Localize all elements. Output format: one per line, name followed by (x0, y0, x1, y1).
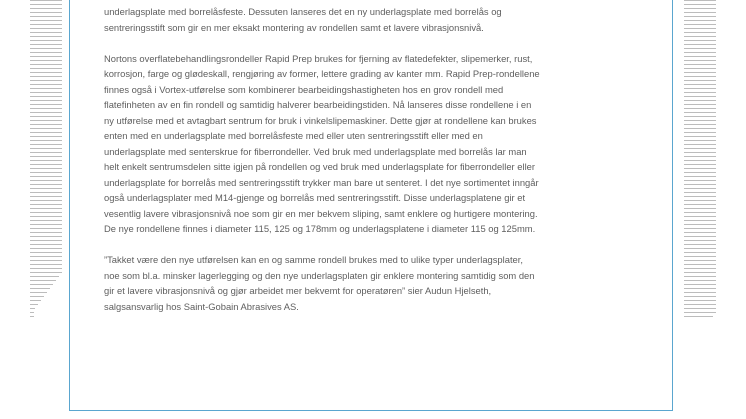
margin-rule-line (684, 196, 716, 197)
margin-rule-line (30, 236, 62, 237)
margin-rule-line (30, 232, 62, 233)
margin-rule-line (684, 84, 716, 85)
margin-rule-line (684, 168, 716, 169)
margin-rule-line (684, 280, 716, 281)
margin-rule-line (684, 304, 716, 305)
text-line: vesentlig lavere vibrasjonsnivå noe som gir en mer bekvem sliping, samt enklere og hurtigere montering. (104, 207, 538, 219)
margin-rule-line (684, 104, 716, 105)
margin-rule-line (684, 208, 716, 209)
margin-rule-line (684, 76, 716, 77)
margin-rule-line (30, 36, 62, 37)
margin-rule-line (30, 48, 62, 49)
margin-rule-line (30, 252, 62, 253)
margin-rule-line (684, 200, 716, 201)
margin-rule-line (684, 132, 716, 133)
margin-rule-line (30, 260, 62, 261)
margin-rule-line (30, 312, 34, 313)
paragraph-3 (104, 252, 649, 314)
margin-rule-line (30, 8, 62, 9)
text-line: finnes også i Vortex-utførelse som kombinerer bearbeidingshastigheten hos en grov rondell med (104, 83, 504, 95)
text-line: sentreringsstift som gir en mer eksakt montering av rondellen samt et lavere vibrasjonsnivå. (104, 21, 484, 33)
margin-rule-line (30, 152, 62, 153)
margin-rule-line (30, 120, 62, 121)
margin-rule-line (684, 264, 716, 265)
margin-rule-line (684, 296, 716, 297)
margin-rule-line (684, 88, 716, 89)
margin-rule-line (684, 4, 716, 5)
text-line: enten med en underlagsplate med borrelåsfeste med eller uten sentreringsstift eller med en (104, 130, 483, 141)
margin-rule-line (684, 176, 716, 177)
margin-rule-line (684, 100, 716, 101)
margin-rule-line (30, 184, 62, 185)
margin-rule-line (684, 52, 716, 53)
margin-rule-line (684, 44, 716, 45)
margin-rule-line (684, 12, 716, 13)
margin-rule-line (30, 72, 62, 73)
text-line: flatefinheten av en fin rondell og samtidig halverer bearbeidingstiden. Nå lanseres disse rondellene i en (104, 99, 532, 110)
text-line: underlagsplate med senterskrue for fiberrondeller. Ved bruk med underlagsplate med borrelås lar man (104, 145, 527, 157)
left-margin-rule (30, 0, 62, 320)
margin-rule-line (30, 192, 62, 193)
margin-rule-line (30, 256, 62, 257)
margin-rule-line (684, 188, 716, 189)
margin-rule-line (684, 108, 716, 109)
margin-rule-line (684, 272, 716, 273)
margin-rule-line (30, 204, 62, 205)
paragraph-1 (104, 4, 649, 35)
text-line: noe som bl.a. minsker lagerlegging og den nye underlagsplaten gir enklere montering samtidig som den (104, 269, 535, 281)
margin-rule-line (684, 120, 716, 121)
margin-rule-line (684, 212, 716, 213)
margin-rule-line (30, 56, 62, 57)
margin-rule-line (684, 164, 716, 165)
margin-rule-line (30, 84, 62, 85)
text-line: ny utførelse med et avtagbart sentrum for bruk i vinkelslipemaskiner. Dette gjør at rondellene kan brukes (104, 114, 537, 126)
margin-rule-line (30, 176, 62, 177)
margin-rule-line (684, 8, 716, 9)
margin-rule-line (30, 24, 62, 25)
margin-rule-line (30, 20, 62, 21)
margin-rule-line (30, 264, 62, 265)
margin-rule-line (30, 272, 62, 273)
margin-rule-line (684, 228, 716, 229)
margin-rule-line (684, 252, 716, 253)
margin-rule-line (30, 140, 62, 141)
margin-rule-line (30, 292, 47, 293)
margin-rule-line (30, 12, 62, 13)
margin-rule-line (684, 24, 716, 25)
margin-rule-line (30, 304, 38, 305)
margin-rule-line (684, 116, 716, 117)
margin-rule-line (30, 248, 62, 249)
margin-rule-line (30, 212, 62, 213)
margin-rule-line (684, 48, 716, 49)
margin-rule-line (684, 80, 716, 81)
margin-rule-line (30, 284, 53, 285)
margin-rule-line (30, 28, 62, 29)
margin-rule-line (684, 244, 716, 245)
margin-rule-line (684, 68, 716, 69)
text-line: korrosjon, farge og glødeskall, rengjøring av former, lettere grading av kanter mm. Rapid Prep-rondellene (104, 68, 540, 79)
margin-rule-line (30, 104, 62, 105)
article-body (104, 4, 649, 330)
margin-rule-line (30, 244, 62, 245)
margin-rule-line (684, 28, 716, 29)
margin-rule-line (30, 4, 62, 5)
margin-rule-line (684, 184, 716, 185)
margin-rule-line (684, 192, 716, 193)
margin-rule-line (684, 248, 716, 249)
margin-rule-line (684, 20, 716, 21)
text-line: gir et lavere vibrasjonsnivå og gjør arbeidet mer bekvemt for operatøren” sier Audun Hjelseth, (104, 285, 492, 296)
margin-rule-line (30, 40, 62, 41)
paragraph-2 (104, 51, 649, 237)
margin-rule-line (684, 156, 716, 157)
right-margin-rule (684, 0, 716, 320)
margin-rule-line (684, 260, 716, 261)
margin-rule-line (30, 80, 62, 81)
margin-rule-line (30, 128, 62, 129)
margin-rule-line (684, 72, 716, 73)
margin-rule-line (30, 280, 56, 281)
margin-rule-line (30, 96, 62, 97)
text-line: underlagsplate med borrelåsfeste. Dessuten lanseres det en ny underlagsplate med borrelås og (104, 6, 502, 17)
margin-rule-line (684, 308, 716, 309)
margin-rule-line (684, 204, 716, 205)
margin-rule-line (30, 296, 44, 297)
margin-rule-line (30, 100, 62, 101)
margin-rule-line (684, 232, 716, 233)
margin-rule-line (684, 276, 716, 277)
margin-rule-line (684, 148, 716, 149)
margin-rule-line (684, 112, 716, 113)
margin-rule-line (30, 148, 62, 149)
margin-rule-line (30, 16, 62, 17)
margin-rule-line (684, 40, 716, 41)
margin-rule-line (684, 16, 716, 17)
margin-rule-line (684, 220, 716, 221)
margin-rule-line (30, 228, 62, 229)
margin-rule-line (684, 224, 716, 225)
margin-rule-line (684, 256, 716, 257)
margin-rule-line (30, 224, 62, 225)
margin-rule-line (684, 216, 716, 217)
margin-rule-line (30, 136, 62, 137)
margin-rule-line (684, 0, 716, 1)
margin-rule-line (30, 180, 62, 181)
margin-rule-line (684, 268, 716, 269)
margin-rule-line (684, 236, 716, 237)
margin-rule-line (684, 312, 716, 313)
margin-rule-line (30, 216, 62, 217)
margin-rule-line (30, 92, 62, 93)
margin-rule-line (30, 44, 62, 45)
margin-rule-line (684, 180, 716, 181)
text-line: De nye rondellene finnes i diameter 115, 125 og 178mm og underlagsplatene i diameter 115 og 125mm. (104, 223, 536, 234)
margin-rule-line (30, 196, 62, 197)
text-line: Nortons overflatebehandlingsrondeller Rapid Prep brukes for fjerning av flatedefekter, slipemerker, rust, (104, 52, 533, 64)
margin-rule-line (30, 144, 62, 145)
margin-rule-line (30, 164, 62, 165)
margin-rule-line (30, 156, 62, 157)
margin-rule-line (30, 268, 62, 269)
margin-rule-line (30, 112, 62, 113)
margin-rule-line (684, 152, 716, 153)
text-line: underlagsplate for borrelås med sentreringsstift trykker man bare ut senteret. I det nye sortimentet inngår (104, 176, 539, 188)
margin-rule-line (30, 0, 62, 1)
margin-rule-line (30, 200, 62, 201)
margin-rule-line (684, 56, 716, 57)
margin-rule-line (30, 76, 62, 77)
text-line: salgsansvarlig hos Saint-Gobain Abrasives AS. (104, 300, 299, 312)
margin-rule-line (30, 88, 62, 89)
margin-rule-line (30, 188, 62, 189)
margin-rule-line (684, 316, 713, 317)
margin-rule-line (684, 32, 716, 33)
margin-rule-line (30, 124, 62, 125)
margin-rule-line (684, 284, 716, 285)
margin-rule-line (684, 288, 716, 289)
margin-rule-line (684, 140, 716, 141)
margin-rule-line (30, 316, 34, 317)
text-line: helt enkelt sentrumsdelen sitte igjen på rondellen og ved bruk med underlagsplate for fiberrondeller eller (104, 161, 535, 172)
margin-rule-line (30, 288, 50, 289)
margin-rule-line (30, 132, 62, 133)
margin-rule-line (684, 92, 716, 93)
margin-rule-line (684, 36, 716, 37)
margin-rule-line (30, 168, 62, 169)
margin-rule-line (30, 68, 62, 69)
margin-rule-line (30, 52, 62, 53)
margin-rule-line (30, 208, 62, 209)
text-line: ”Takket være den nye utførelsen kan en og samme rondell brukes med to ulike typer underlagsplater, (104, 254, 523, 265)
margin-rule-line (684, 136, 716, 137)
text-line: også underlagsplater med M14-gjenge og borrelås med sentreringsstift. Disse underlagsplatene gir et (104, 192, 526, 203)
margin-rule-line (30, 276, 59, 277)
margin-rule-line (30, 108, 62, 109)
margin-rule-line (684, 64, 716, 65)
margin-rule-line (30, 60, 62, 61)
margin-rule-line (684, 240, 716, 241)
margin-rule-line (684, 160, 716, 161)
margin-rule-line (684, 144, 716, 145)
margin-rule-line (684, 172, 716, 173)
margin-rule-line (684, 292, 716, 293)
margin-rule-line (30, 116, 62, 117)
margin-rule-line (30, 32, 62, 33)
margin-rule-line (30, 160, 62, 161)
margin-rule-line (30, 308, 35, 309)
margin-rule-line (684, 128, 716, 129)
margin-rule-line (30, 220, 62, 221)
margin-rule-line (30, 64, 62, 65)
margin-rule-line (684, 124, 716, 125)
margin-rule-line (30, 240, 62, 241)
margin-rule-line (30, 172, 62, 173)
margin-rule-line (684, 300, 716, 301)
margin-rule-line (30, 300, 41, 301)
margin-rule-line (684, 96, 716, 97)
margin-rule-line (684, 60, 716, 61)
